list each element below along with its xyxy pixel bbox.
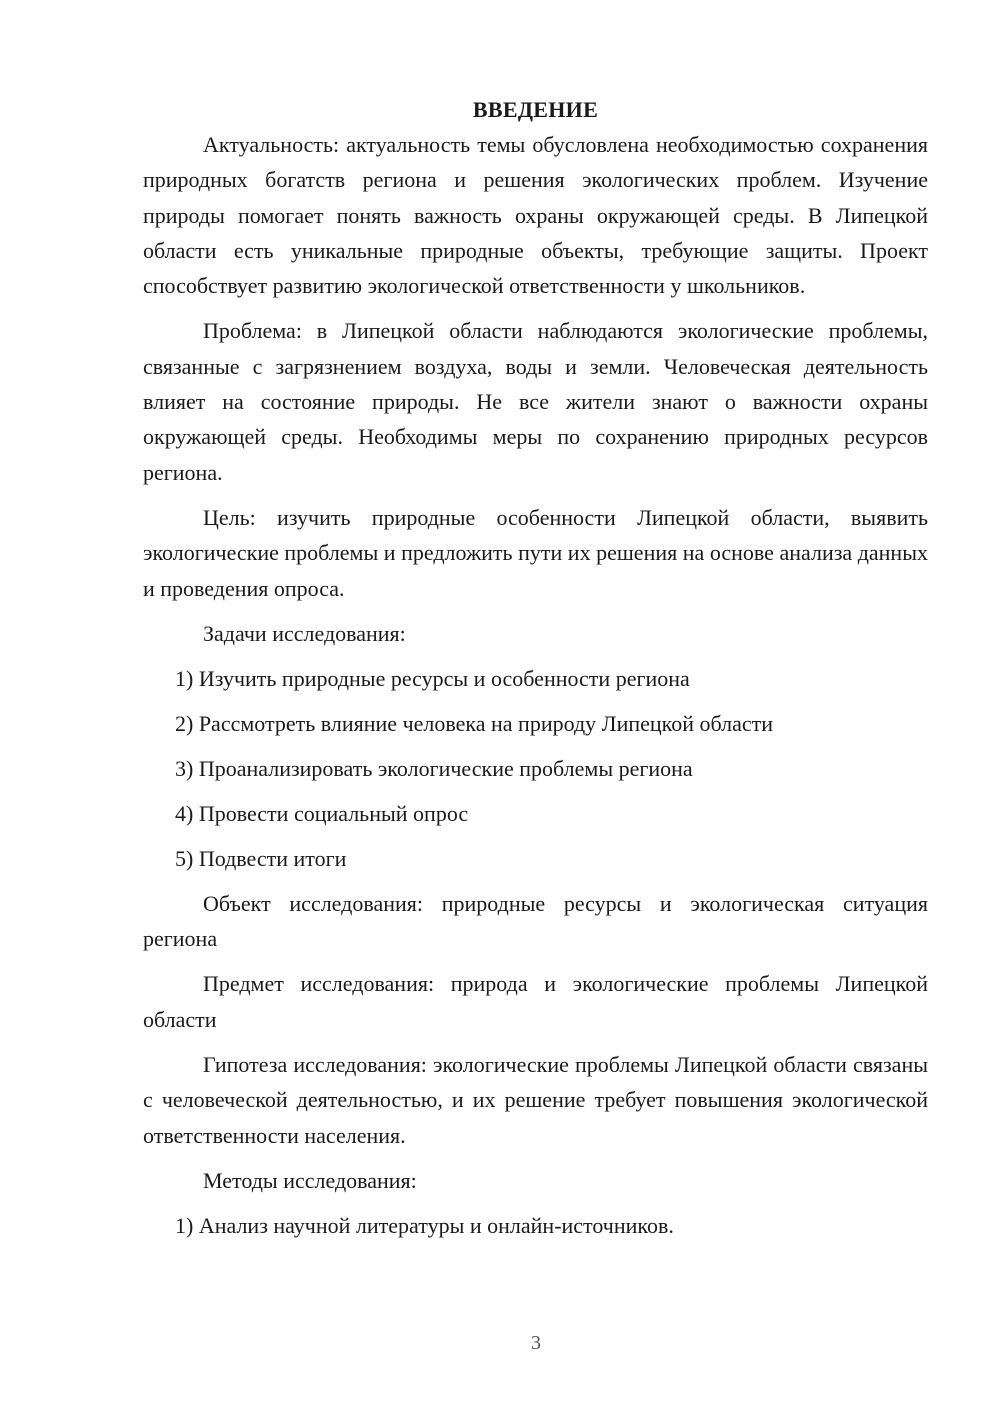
subject-paragraph: Предмет исследования: природа и экологические проблемы Липецкой области	[143, 971, 928, 1032]
hypothesis-paragraph: Гипотеза исследования: экологические проблемы Липецкой области связаны с человеческой деятельностью, и их решение требует повышения экологической ответственности населения.	[143, 1052, 928, 1148]
list-item: 5) Подвести итоги	[175, 845, 347, 871]
document-title: ВВЕДЕНИЕ	[472, 97, 599, 122]
tasks-heading: Задачи исследования:	[203, 620, 406, 646]
document-page	[143, 92, 928, 1253]
object-paragraph: Объект исследования: природные ресурсы и экологическая ситуация региона	[143, 890, 928, 952]
tasks-list	[143, 661, 928, 876]
list-item: 4) Провести социальный опрос	[175, 800, 469, 826]
list-item: 3) Проанализировать экологические проблемы региона	[175, 755, 693, 781]
page-number: 3	[531, 1332, 541, 1354]
list-item: 2) Рассмотреть влияние человека на природу Липецкой области	[175, 710, 774, 736]
list-item: 1) Анализ научной литературы и онлайн-источников.	[175, 1212, 674, 1238]
relevance-paragraph: Актуальность: актуальность темы обусловлена необходимостью сохранения природных богатств региона и решения экологических проблем. Изучение природы помогает понять важность охраны окружающей среды. В Липецкой области есть уникальные природные объекты, требующие защиты. Проект способствует развитию экологической ответственности у школьников.	[143, 132, 928, 299]
list-item: 1) Изучить природные ресурсы и особенности региона	[175, 665, 690, 691]
goal-paragraph: Цель: изучить природные особенности Липецкой области, выявить экологические проблемы и предложить пути их решения на основе анализа данных и проведения опроса.	[143, 504, 928, 601]
methods-list	[143, 1208, 928, 1243]
methods-heading: Методы исследования:	[203, 1167, 417, 1193]
problem-paragraph: Проблема: в Липецкой области наблюдаются экологические проблемы, связанные с загрязнением воздуха, воды и земли. Человеческая деятельность влияет на состояние природы. Не все жители знают о важности охраны окружающей среды. Необходимы меры по сохранению природных ресурсов региона.	[143, 318, 928, 485]
